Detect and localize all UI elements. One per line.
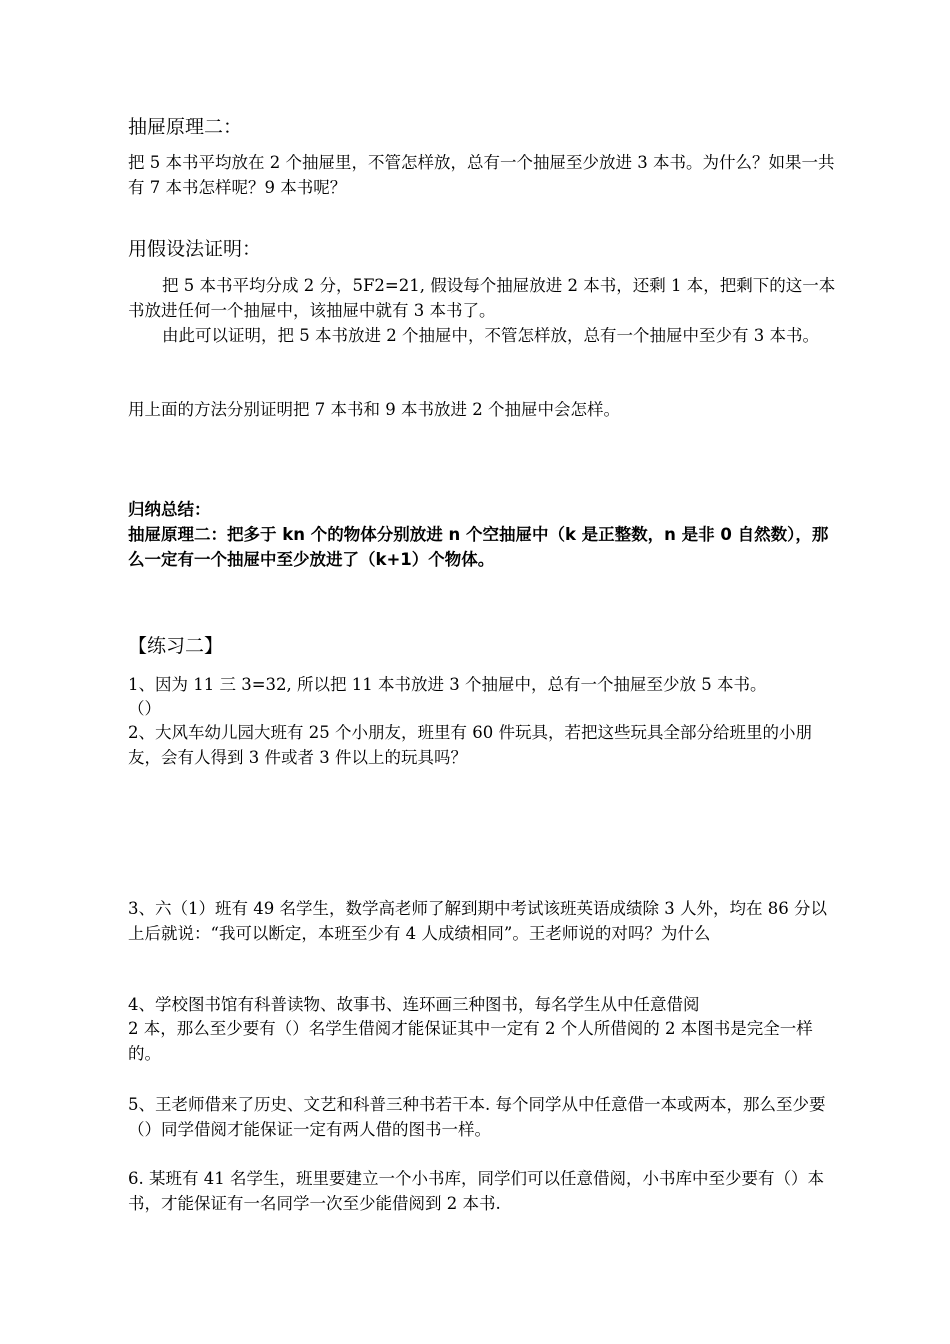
proof-paragraph-2: 由此可以证明，把 5 本书放进 2 个抽屉中，不管怎样放，总有一个抽屉中至少有 3 本书。 xyxy=(162,326,819,345)
question-4-line2: 2 本，那么至少要有（）名学生借阅才能保证其中一定有 2 个人所借阅的 2 本图书是完全一样的。 xyxy=(128,1019,813,1063)
proof-paragraph-1: 把 5 本书平均分成 2 分，5F2=21, 假设每个抽屉放进 2 本书，还剩 1 本，把剩下的这一本书放进任何一个抽屉中，该抽屉中就有 3 本书了。 xyxy=(128,276,836,320)
practice-heading: 【练习二】 xyxy=(128,635,224,657)
section1-text: 把 5 本书平均放在 2 个抽屉里，不管怎样放，总有一个抽屉至少放进 3 本书。为什么？如果一共有 7 本书怎样呢？9 本书呢？ xyxy=(128,153,835,197)
question-6: 6. 某班有 41 名学生，班里要建立一个小书库，同学们可以任意借阅，小书库中至少要有（）本书，才能保证有一名同学一次至少能借阅到 2 本书. xyxy=(128,1169,824,1213)
question-5: 5、王老师借来了历史、文艺和科普三种书若干本. 每个同学从中任意借一本或两本，那么至少要（）同学借阅才能保证一定有两人借的图书一样。 xyxy=(128,1095,826,1139)
section2-heading: 用假设法证明： xyxy=(128,238,262,260)
summary-text: 抽屉原理二：把多于 kn 个的物体分别放进 n 个空抽屉中（k 是正整数，n 是非 0 自然数），那么一定有一个抽屉中至少放进了（k+1）个物体。 xyxy=(128,525,829,569)
proof-task: 用上面的方法分别证明把 7 本书和 9 本书放进 2 个抽屉中会怎样。 xyxy=(128,400,620,419)
question-2: 2、大风车幼儿园大班有 25 个小朋友，班里有 60 件玩具，若把这些玩具全部分给班里的小朋友，会有人得到 3 件或者 3 件以上的玩具吗？ xyxy=(128,723,812,767)
summary-heading: 归纳总结： xyxy=(128,500,211,519)
question-1-blank: （） xyxy=(128,699,161,718)
section1-heading: 抽屉原理二： xyxy=(128,116,243,138)
question-4-line1: 4、学校图书馆有科普读物、故事书、连环画三种图书，每名学生从中任意借阅 xyxy=(128,995,700,1014)
question-3: 3、六（1）班有 49 名学生，数学高老师了解到期中考试该班英语成绩除 3 人外，均在 86 分以上后就说：“我可以断定，本班至少有 4 人成绩相同”。王老师说的对吗？为什么 xyxy=(128,899,827,943)
question-1: 1、因为 11 三 3=32, 所以把 11 本书放进 3 个抽屉中，总有一个抽屉至少放 5 本书。 xyxy=(128,675,767,694)
